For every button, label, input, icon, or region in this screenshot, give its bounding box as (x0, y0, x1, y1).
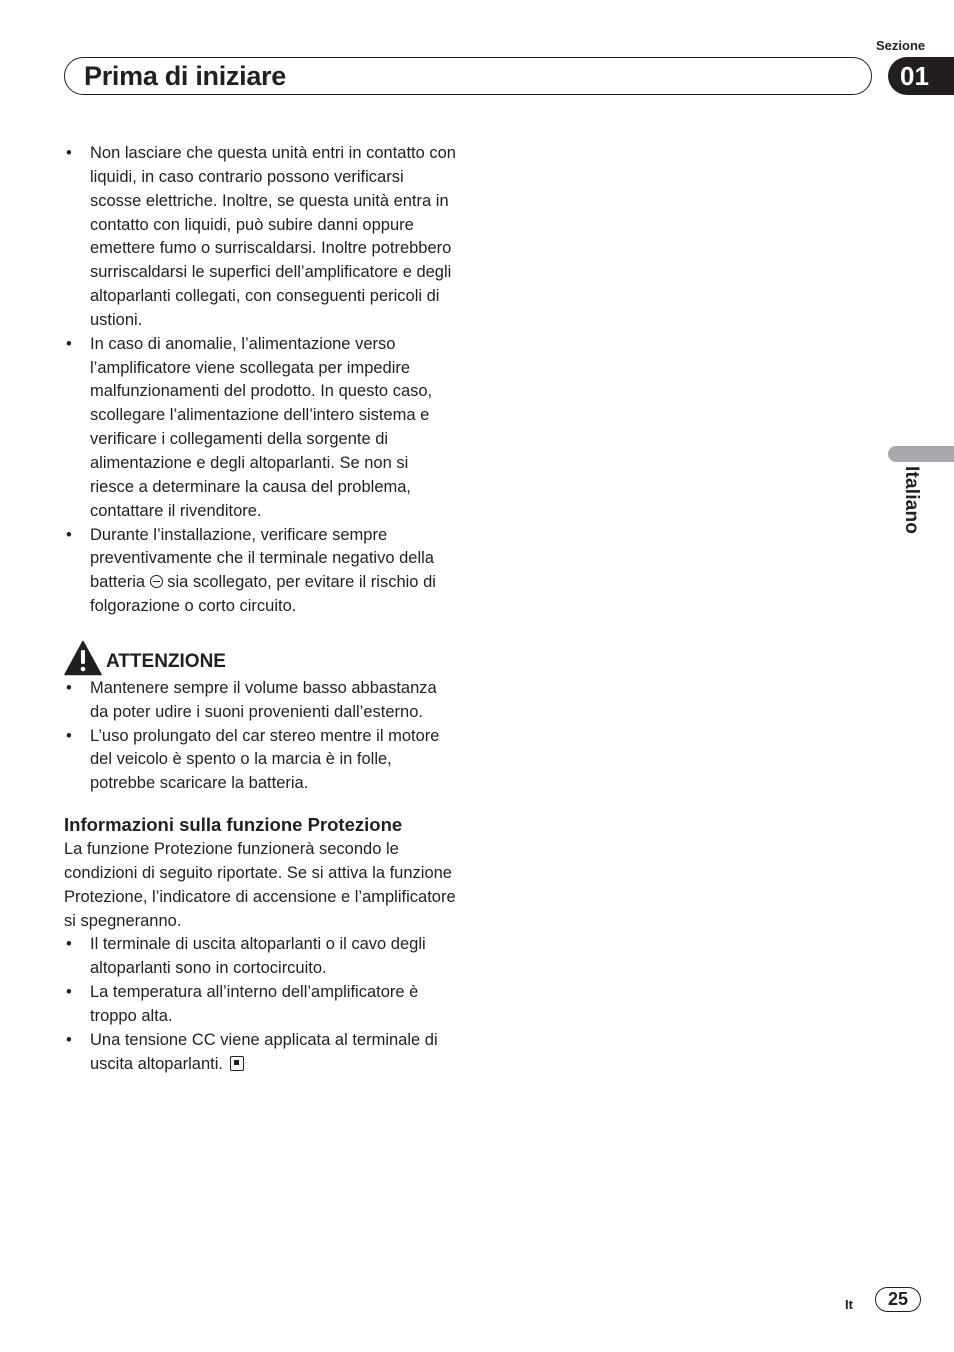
caution-header (64, 639, 456, 677)
footer-language-code: It (845, 1297, 853, 1312)
list-item: • In caso di anomalie, l’alimentazione verso l’amplificatore viene scollegata per impedire malfunzionamenti del prodotto. In questo caso, scollegare l’alimentazione dell’intero sistema e verificare i collegamenti della sorgente di alimentazione e degli altoparlanti. Se non si riesce a determinare la causa del problema, contattare il rivenditore. (64, 333, 456, 524)
end-mark-icon (230, 1056, 244, 1071)
list-item (64, 1029, 456, 1077)
language-tab-label: Italiano (901, 466, 922, 535)
list-item: • Mantenere sempre il volume basso abbastanza da poter udire i suoni provenienti dall’esterno. (64, 677, 456, 725)
caution-list (64, 677, 456, 796)
warning-triangle-icon (64, 640, 102, 676)
main-column (64, 142, 456, 1077)
list-item: • La temperatura all’interno dell’amplificatore è troppo alta. (64, 981, 456, 1029)
language-tab-marker (888, 446, 954, 462)
minus-terminal-icon (150, 575, 163, 588)
list-item-text: Durante l’installazione, verificare sempre preventivamente che il terminale negativo della batteria (90, 525, 434, 592)
section-number-badge: 01 (888, 57, 954, 95)
list-item: • L’uso prolungato del car stereo mentre il motore del veicolo è spento o la marcia è in folle, potrebbe scaricare la batteria. (64, 725, 456, 797)
protection-intro: La funzione Protezione funzionerà secondo le condizioni di seguito riportate. Se si attiva la funzione Protezione, l’indicatore di accensione e l’amplificatore si spegneranno. (64, 840, 456, 930)
list-item: • Il terminale di uscita altoparlanti o il cavo degli altoparlanti sono in cortocircuito. (64, 933, 456, 981)
page-title: Prima di iniziare (84, 61, 286, 91)
page-number: 25 (875, 1287, 921, 1312)
protection-heading: Informazioni sulla funzione Protezione (64, 814, 403, 836)
list-item-text: sia scollegato, per evitare il rischio di folgorazione o corto circuito. (90, 573, 436, 616)
warning-list (64, 142, 456, 619)
section-label: Sezione (876, 38, 926, 53)
caution-title: ATTENZIONE (106, 650, 226, 672)
list-item-text: Una tensione CC viene applicata al terminale di uscita altoparlanti. (90, 1030, 438, 1073)
list-item: • Non lasciare che questa unità entri in contatto con liquidi, in caso contrario possono verificarsi scosse elettriche. Inoltre, se questa unità entra in contatto con liquidi, può subire danni oppure emettere fumo o surriscaldarsi. Inoltre potrebbero surriscaldarsi le superfici dell’amplificatore e degli altoparlanti collegati, con conseguenti pericoli di ustioni. (64, 142, 456, 333)
list-item (64, 524, 456, 619)
protection-list (64, 933, 456, 1076)
